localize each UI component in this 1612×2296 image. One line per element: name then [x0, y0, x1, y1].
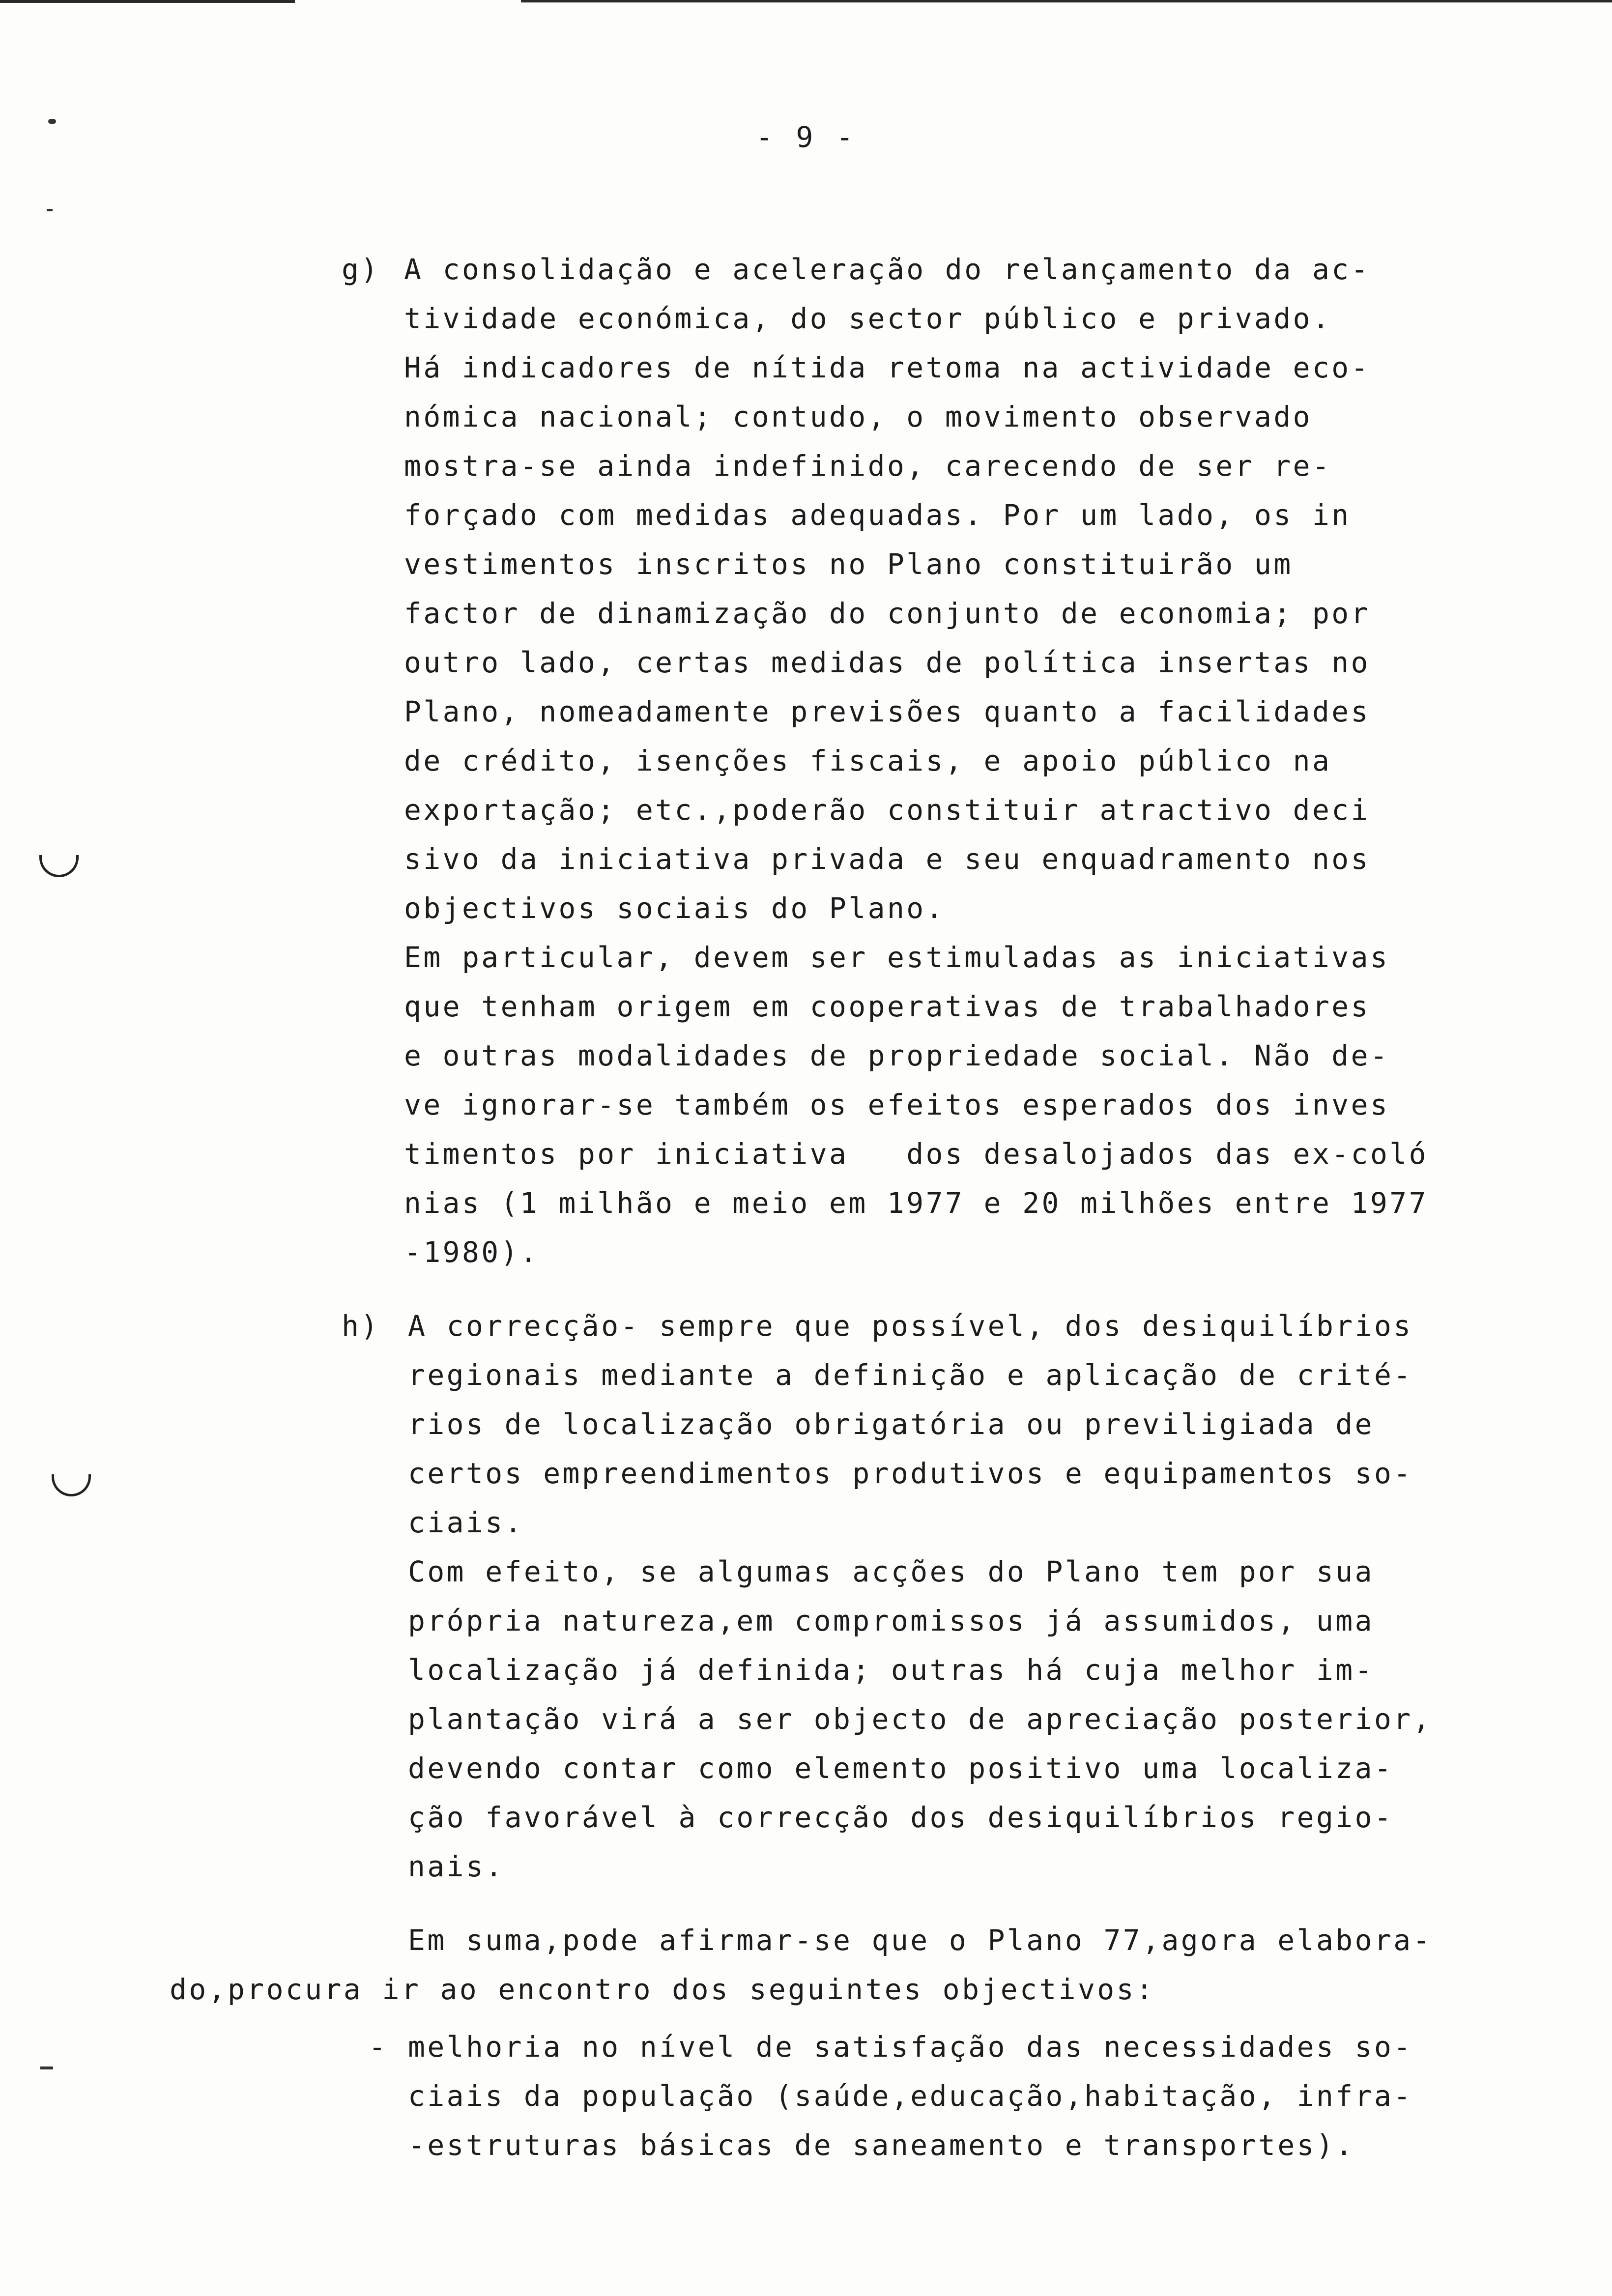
item-g-line: timentos por iniciativa dos desalojados das ex-coló: [404, 1137, 1428, 1171]
item-g-line: Em particular, devem ser estimuladas as iniciativas: [404, 941, 1390, 974]
item-h-line: ção favorável à correcção dos desiquilíbrios regio-: [408, 1801, 1394, 1834]
item-g-line: e outras modalidades de propriedade social. Não de-: [404, 1039, 1390, 1072]
item-g-line: forçado com medidas adequadas. Por um lado, os in: [404, 498, 1351, 532]
item-h-line: ciais.: [408, 1506, 524, 1539]
item-g-line: mostra-se ainda indefinido, carecendo de ser re-: [404, 449, 1332, 483]
page-number: - 9 -: [755, 120, 857, 154]
item-g-line: Plano, nomeadamente previsões quanto a facilidades: [404, 695, 1370, 728]
item-h-line: certos empreendimentos produtivos e equipamentos so-: [408, 1457, 1413, 1490]
item-g-line: Há indicadores de nítida retoma na actividade eco-: [404, 351, 1370, 384]
margin-hook-mark-2: [52, 1474, 91, 1496]
top-edge-rule-left: [0, 0, 295, 3]
item-h-line: nais.: [408, 1850, 505, 1883]
item-h-line: própria natureza,em compromissos já assumidos, uma: [408, 1604, 1374, 1637]
item-h-line: Com efeito, se algumas acções do Plano tem por sua: [408, 1555, 1374, 1588]
bullet-line: -estruturas básicas de saneamento e transportes).: [408, 2128, 1355, 2162]
top-edge-rule-right: [521, 0, 1612, 2]
item-g-marker: g): [342, 253, 380, 286]
item-h-line: devendo contar como elemento positivo uma localiza-: [408, 1751, 1394, 1785]
item-h-marker: h): [342, 1309, 380, 1343]
item-g-line: A consolidação e aceleração do relançamento da ac-: [404, 253, 1370, 286]
item-h-line: regionais mediante a definição e aplicação de crité-: [408, 1358, 1413, 1392]
item-h-line: plantação virá a ser objecto de apreciação posterior,: [408, 1702, 1432, 1736]
item-g-line: nómica nacional; contudo, o movimento observado: [404, 400, 1312, 433]
item-g-line: de crédito, isenções fiscais, e apoio público na: [404, 744, 1332, 777]
margin-tick-mark: [47, 209, 53, 211]
item-h-line: A correcção- sempre que possível, dos desiquilíbrios: [408, 1309, 1413, 1343]
summary-line: Em suma,pode afirmar-se que o Plano 77,agora elabora-: [408, 1923, 1432, 1957]
summary-line: do,procura ir ao encontro dos seguintes objectivos:: [170, 1973, 1155, 2006]
item-h-line: localização já definida; outras há cuja melhor im-: [408, 1653, 1374, 1687]
item-g-line: factor de dinamização do conjunto de economia; por: [404, 597, 1370, 630]
item-g-line: tividade económica, do sector público e privado.: [404, 302, 1332, 335]
margin-hook-mark-1: [39, 855, 79, 877]
item-g-line: exportação; etc.,poderão constituir atractivo deci: [404, 793, 1370, 827]
item-g-line: -1980).: [404, 1235, 540, 1269]
item-g-line: objectivos sociais do Plano.: [404, 891, 945, 925]
item-h-line: rios de localização obrigatória ou previligiada de: [408, 1407, 1374, 1441]
bullet-line: ciais da população (saúde,educação,habitação, infra-: [408, 2079, 1413, 2113]
item-g-line: ve ignorar-se também os efeitos esperados dos inves: [404, 1088, 1390, 1121]
bullet-dash-marker: -: [369, 2030, 388, 2064]
bullet-line: melhoria no nível de satisfação das necessidades so-: [408, 2030, 1413, 2064]
item-g-line: nias (1 milhão e meio em 1977 e 20 milhões entre 1977: [404, 1186, 1428, 1220]
item-g-line: sivo da iniciativa privada e seu enquadramento nos: [404, 842, 1370, 876]
item-g-line: que tenham origem em cooperativas de trabalhadores: [404, 990, 1370, 1023]
item-g-line: vestimentos inscritos no Plano constituirão um: [404, 547, 1293, 581]
margin-dash-mark: [40, 2066, 53, 2069]
item-g-line: outro lado, certas medidas de política insertas no: [404, 646, 1370, 679]
